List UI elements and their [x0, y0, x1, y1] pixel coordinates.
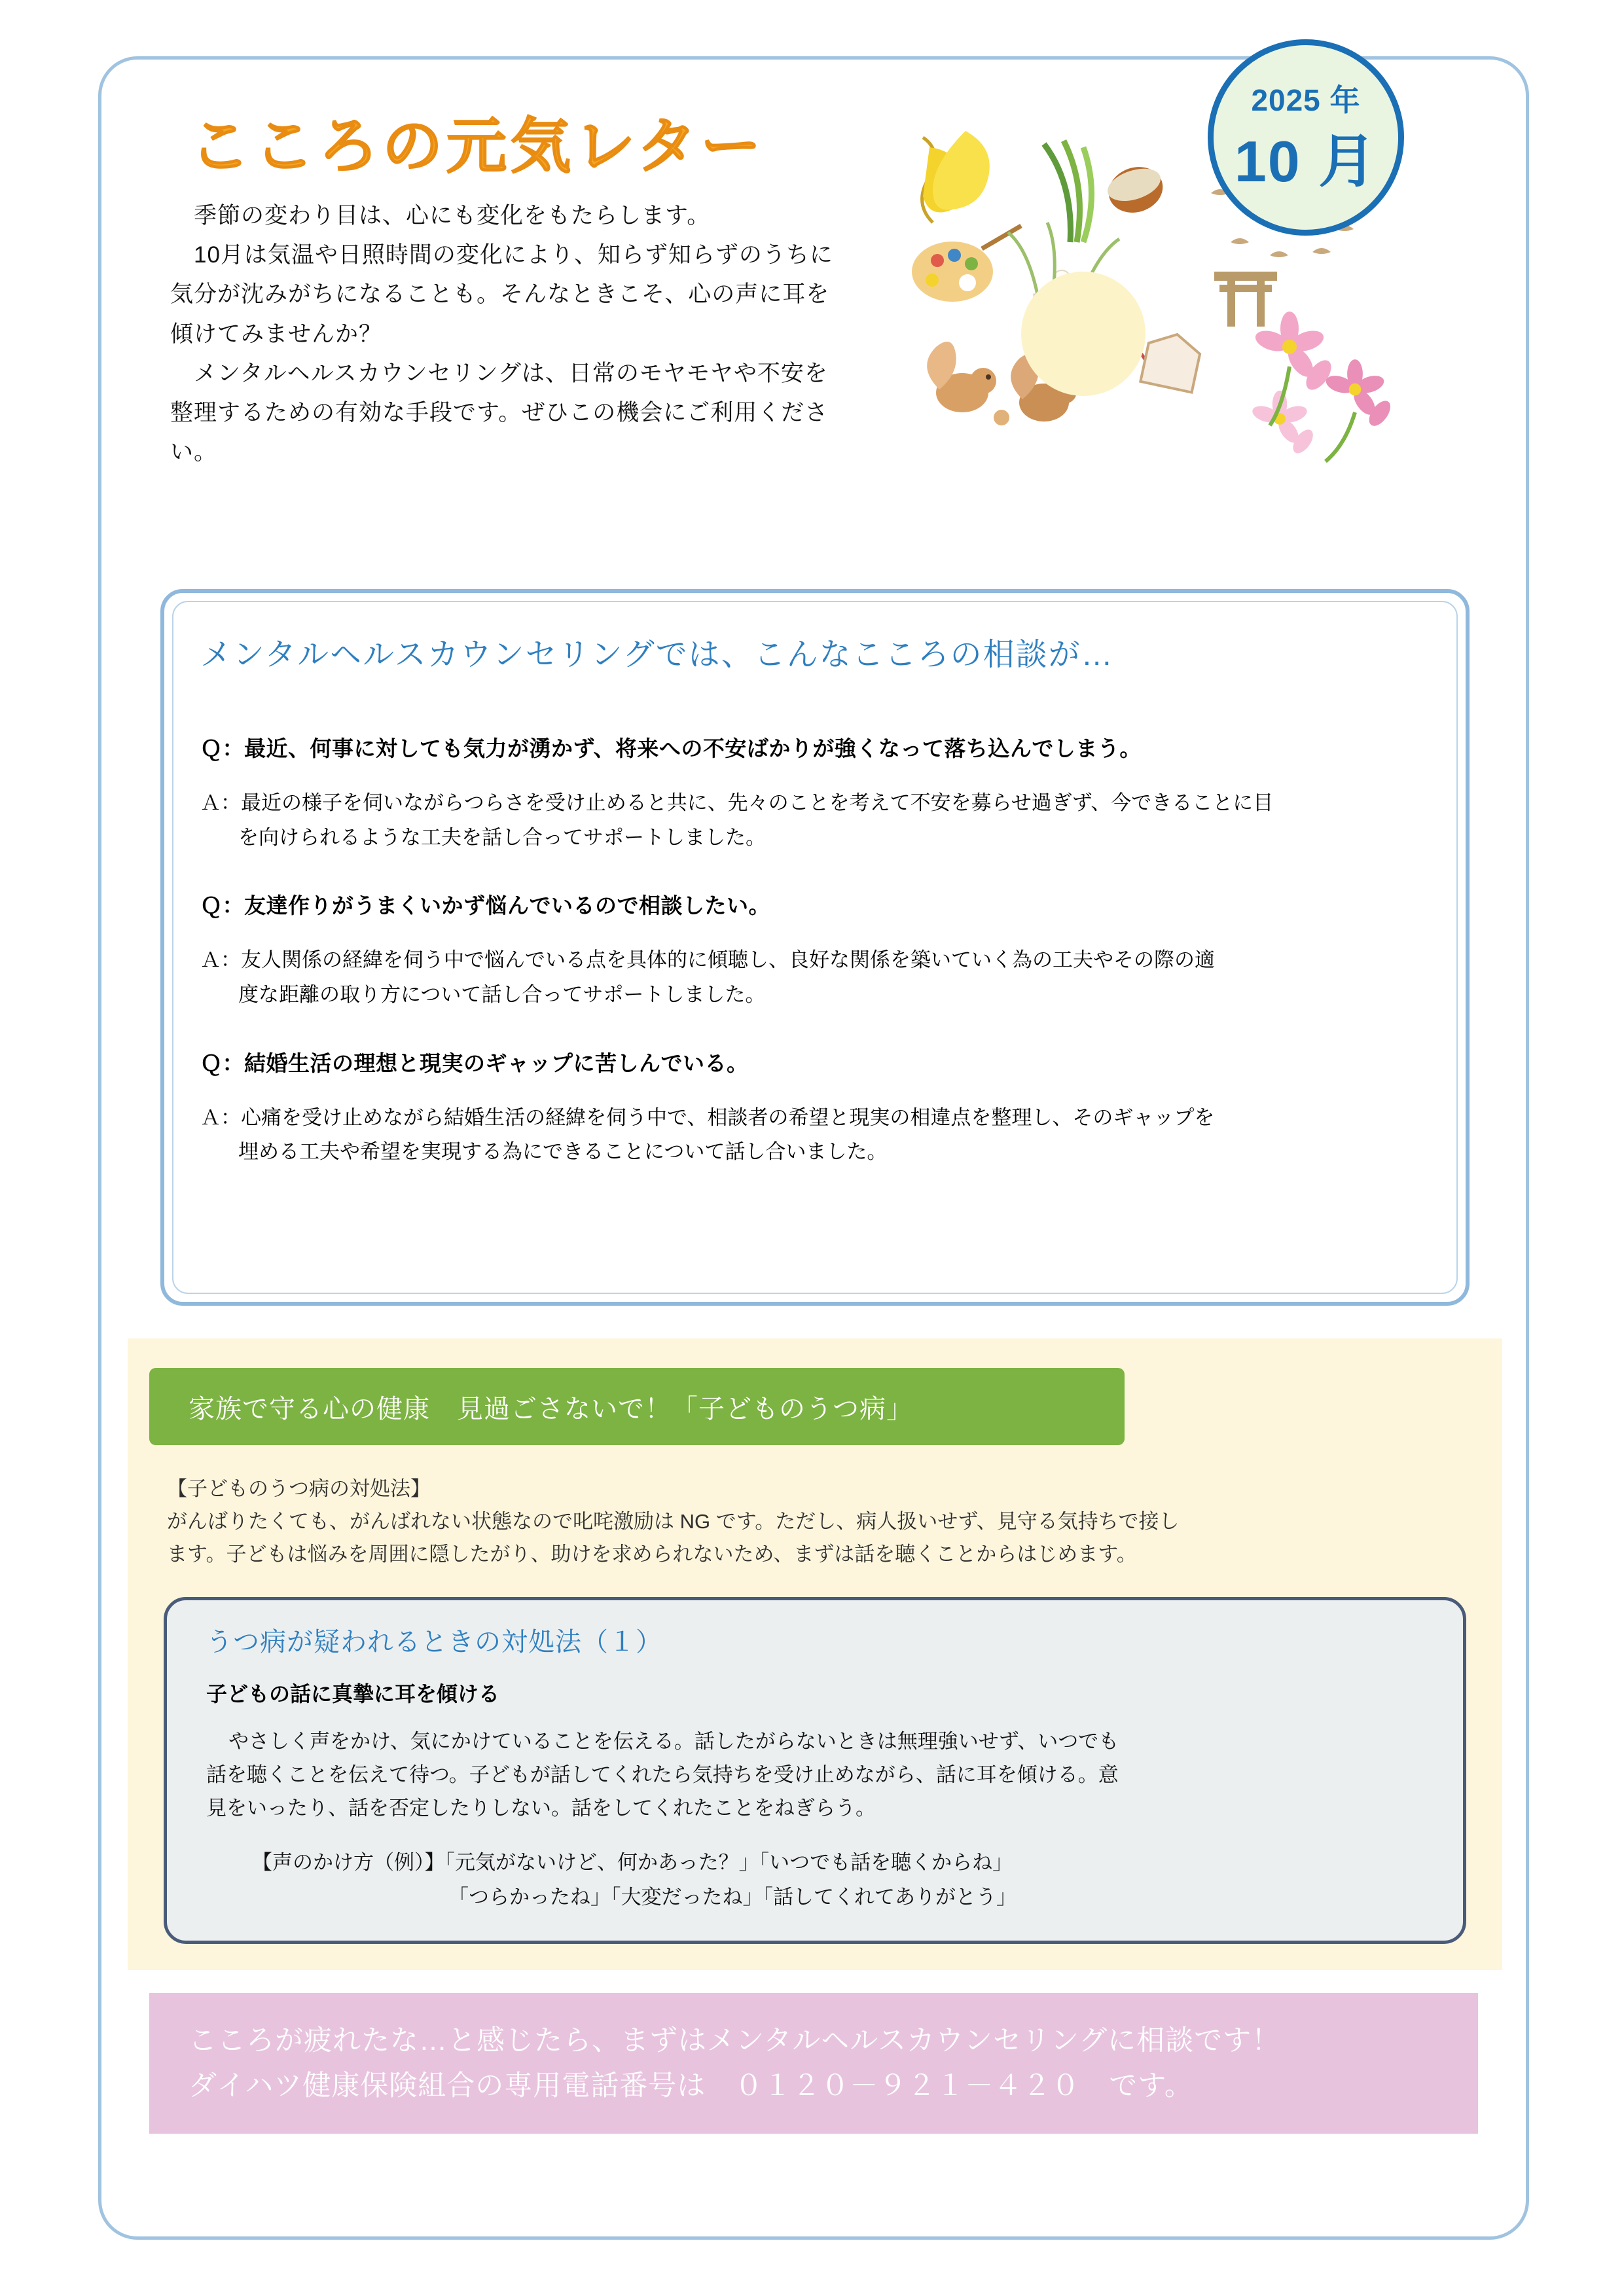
qa-answer — [200, 943, 1433, 1012]
qa-answer-line-2: 度な距離の取り方について話し合ってサポートしました。 — [238, 983, 766, 1007]
intro-text — [170, 196, 844, 472]
qa-question: Ｑ：最近、何事に対しても気力が湧かず、将来への不安ばかりが強くなって落ち込んでしまう。 — [200, 736, 1142, 761]
date-year: 2025 年 — [1251, 83, 1361, 117]
qa-answer-label: Ａ： — [200, 791, 241, 814]
coping-box-title: うつ病が疑われるときの対処法（１） — [206, 1628, 662, 1657]
feature-lead-line-1: がんばりたくても、がんばれない状態なので叱咤激励は NG です。ただし、病人扱いせず、見守る気持ちで接し — [167, 1510, 1180, 1534]
feature-banner-label: 家族で守る心の健康 見過ごさないで！「子どものうつ病」 — [189, 1394, 913, 1424]
coping-method-box — [164, 1597, 1466, 1944]
qa-answer — [200, 786, 1433, 855]
coping-body-line-2: 話を聴くことを伝えて待つ。子どもが話してくれたら気持ちを受け止めながら、話に耳を傾ける。意 — [206, 1763, 1119, 1787]
qa-answer-line-2: を向けられるような工夫を話し合ってサポートしました。 — [238, 825, 766, 849]
qa-question: Ｑ：友達作りがうまくいかず悩んでいるので相談したい。 — [200, 893, 770, 918]
intro-paragraph-1: 季節の変わり目は、心にも変化をもたらします。 — [194, 203, 711, 228]
feature-lead-text — [167, 1473, 1470, 1571]
moon-icon — [1021, 272, 1146, 396]
qa-answer-label: Ａ： — [200, 1105, 241, 1129]
feature-banner — [149, 1368, 1125, 1445]
qa-list — [200, 698, 1433, 1170]
page-title: こころの元気レター — [190, 111, 765, 181]
feature-lead-heading: 【子どものうつ病の対処法】 — [167, 1477, 431, 1500]
coping-example-line-1: 【声のかけ方（例）】「元気がないけど、何かあった？」「いつでも話を聴くからね」 — [252, 1851, 1013, 1874]
qa-question: Ｑ：結婚生活の理想と現実のギャップに苦しんでいる。 — [200, 1050, 749, 1075]
date-month: 10 月 — [1234, 129, 1378, 194]
qa-answer-line-1: 最近の様子を伺いながらつらさを受け止めると共に、先々のことを考えて不安を募らせ過ぎず、今できることに目 — [241, 791, 1274, 814]
qa-answer-line-2: 埋める工夫や希望を実現する為にできることについて話し合いました。 — [238, 1140, 888, 1164]
coping-body-line-1: やさしく声をかけ、気にかけていることを伝える。話したがらないときは無理強いせず、いつでも — [228, 1730, 1119, 1753]
contact-line-2: ダイハツ健康保険組合の専用電話番号は ０１２０－９２１－４２０ です。 — [189, 2070, 1193, 2102]
coping-box-subtitle: 子どもの話に真摯に耳を傾ける — [206, 1682, 500, 1706]
qa-answer — [200, 1101, 1433, 1170]
qa-section-title: メンタルヘルスカウンセリングでは、こんなこころの相談が… — [200, 637, 1114, 672]
coping-box-body — [206, 1725, 1417, 1825]
qa-panel — [160, 589, 1470, 1306]
qa-answer-line-1: 友人関係の経緯を伺う中で悩んでいる点を具体的に傾聴し、良好な関係を築いていく為の工夫やその際の適 — [241, 948, 1215, 972]
qa-answer-label: Ａ： — [200, 948, 241, 972]
contact-footer — [149, 1993, 1478, 2134]
contact-line-1: こころが疲れたな…と感じたら、まずはメンタルヘルスカウンセリングに相談です！ — [189, 2024, 1281, 2056]
intro-paragraph-2: 10月は気温や日照時間の変化により、知らず知らずのうちに気分が沈みがちになることも。そんなときこそ、心の声に耳を傾けてみませんか？ — [170, 242, 833, 347]
coping-body-line-3: 見をいったり、話を否定したりしない。話をしてくれたことをねぎらう。 — [206, 1797, 876, 1820]
date-badge — [1208, 39, 1404, 236]
coping-example-line-2: 「つらかったね」「大変だったね」「話してくれてありがとう」 — [448, 1886, 1017, 1909]
qa-answer-line-1: 心痛を受け止めながら結婚生活の経緯を伺う中で、相談者の希望と現実の相違点を整理し、そのギャップを — [241, 1105, 1215, 1129]
intro-paragraph-3: メンタルヘルスカウンセリングは、日常のモヤモヤや不安を整理するための有効な手段です。ぜひこの機会にご利用ください。 — [170, 360, 829, 465]
feature-lead-line-2: ます。子どもは悩みを周囲に隠したがり、助けを求められないため、まずは話を聴くことからはじめます。 — [167, 1543, 1137, 1566]
